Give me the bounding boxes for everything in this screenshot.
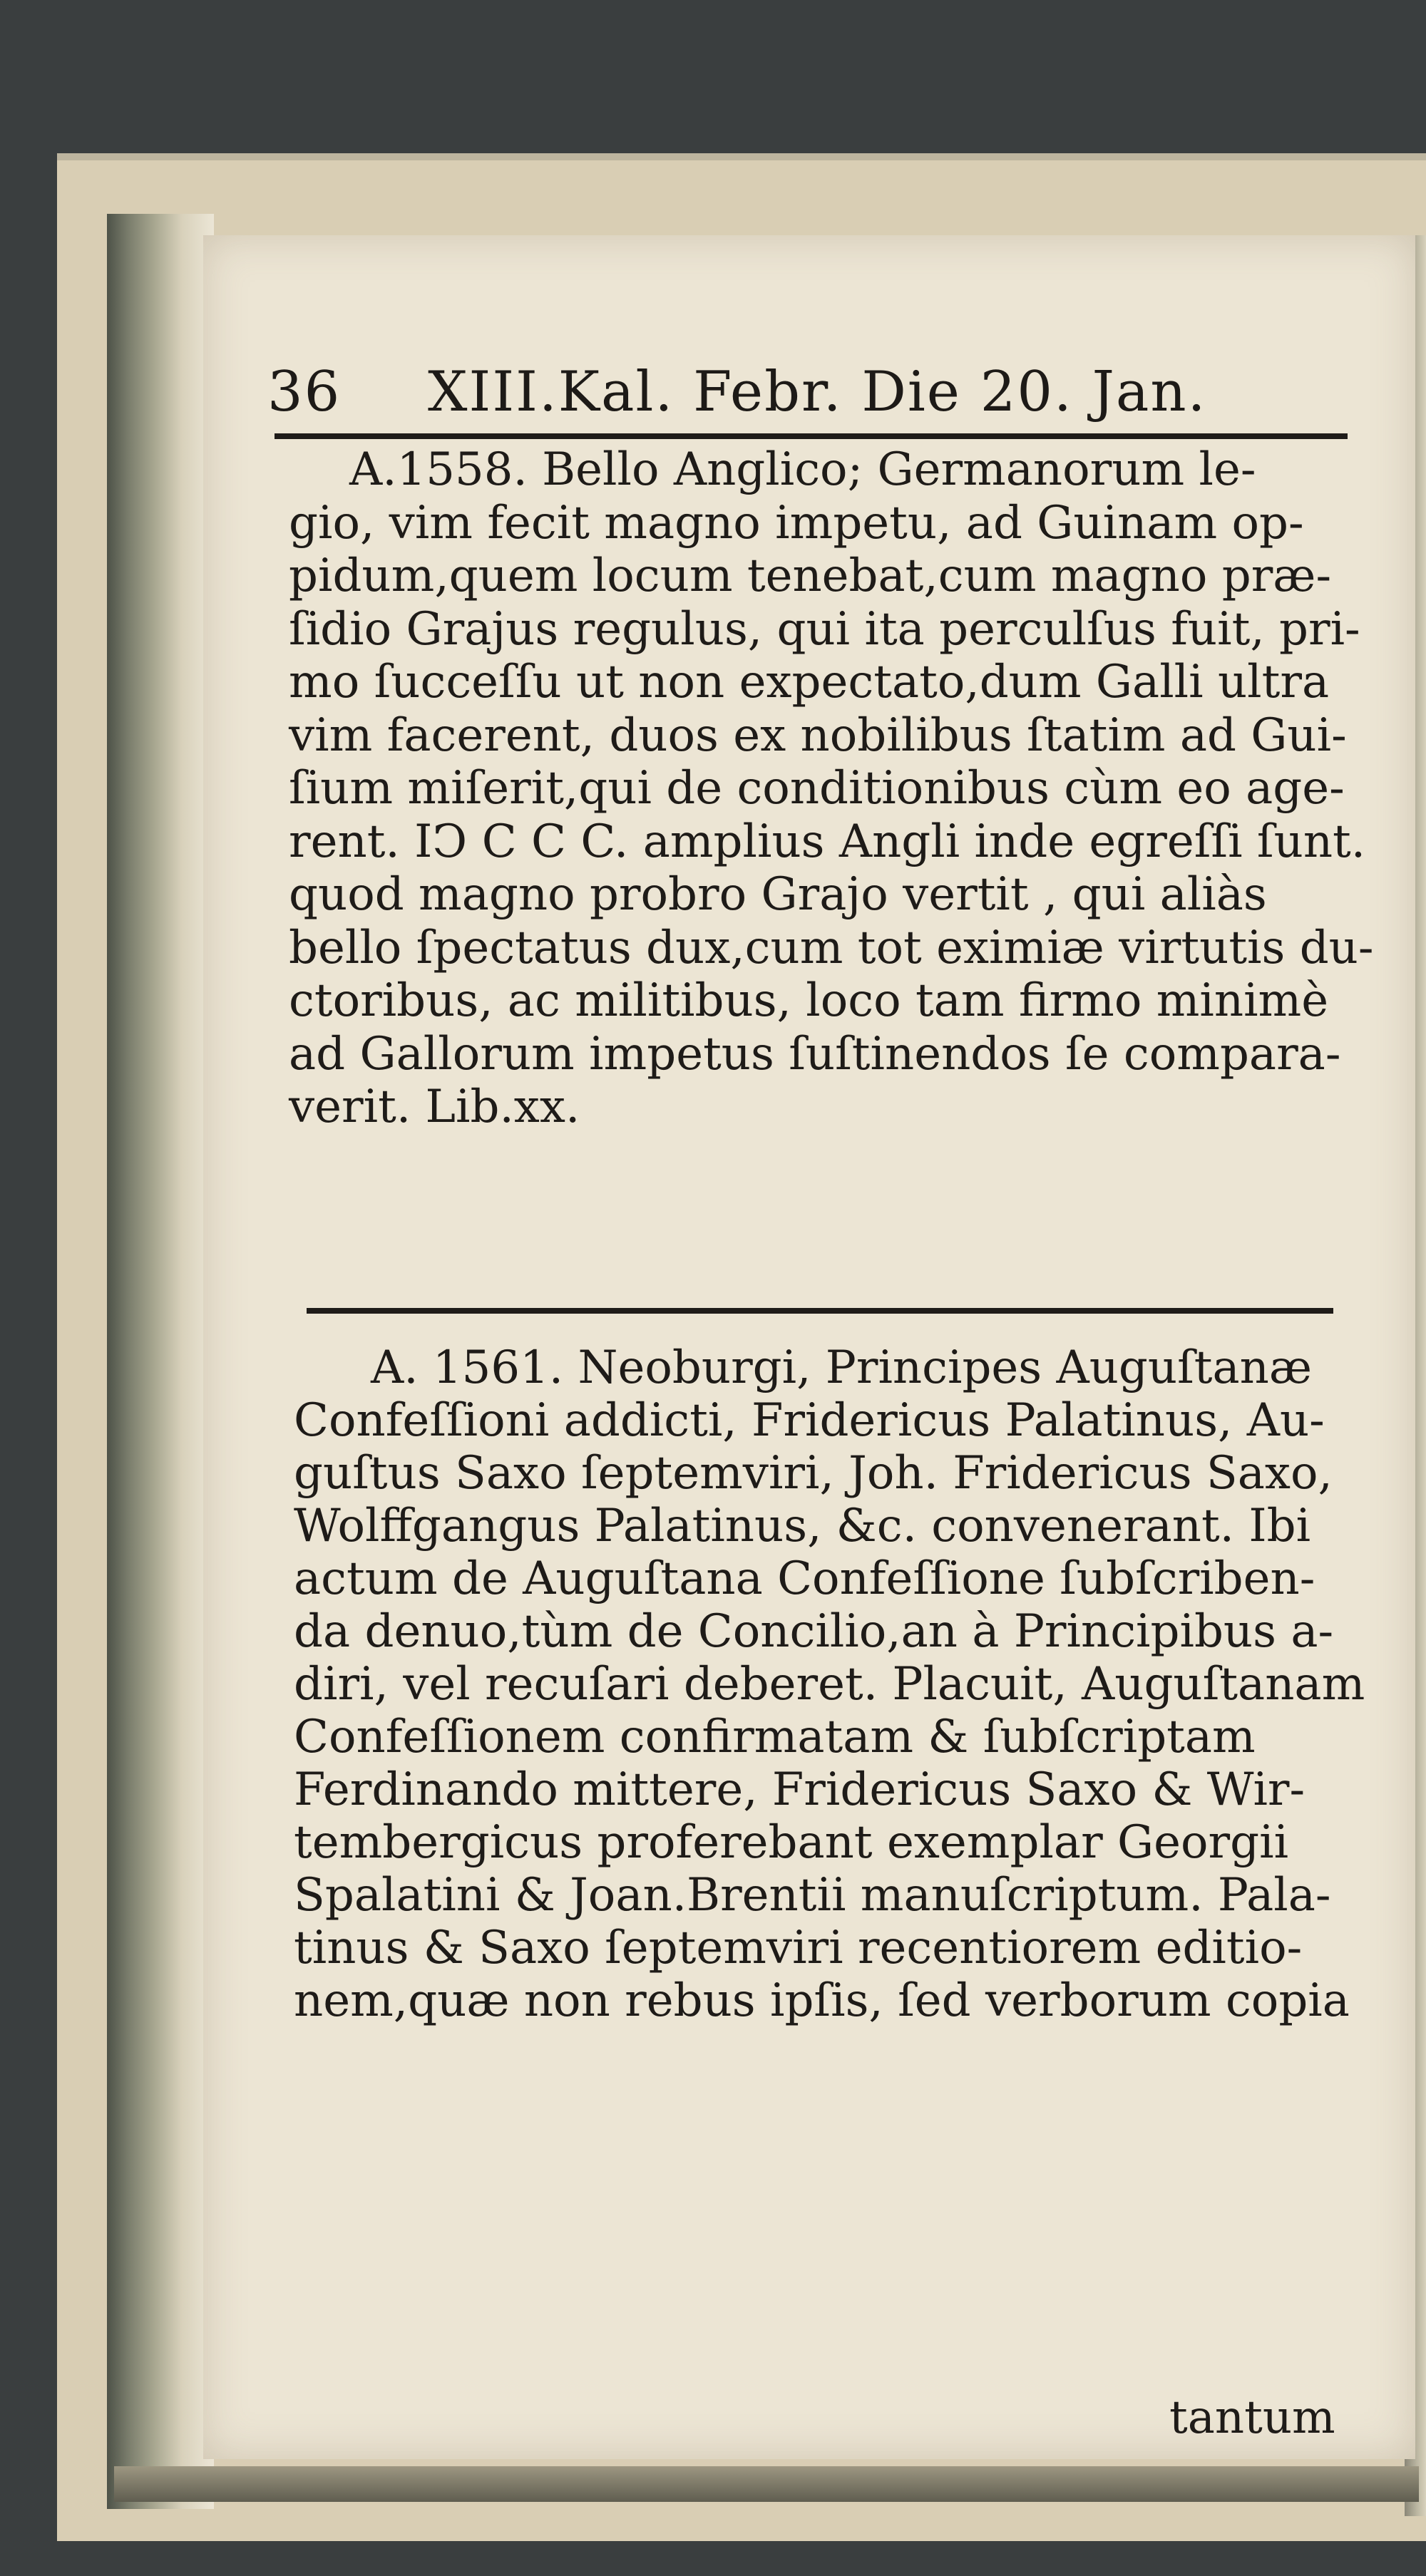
page-number: 36 bbox=[267, 360, 342, 424]
text-line: rent. IↃ C C C. amplius Angli inde egreſſi ſunt. bbox=[289, 815, 1366, 868]
entry-1561 bbox=[294, 1341, 1363, 2027]
section-rule bbox=[307, 1308, 1333, 1314]
text-line: tembergicus proferebant exemplar Georgii bbox=[294, 1816, 1289, 1869]
entry-1558 bbox=[289, 443, 1374, 1134]
running-header bbox=[267, 360, 1344, 431]
text-line: ſium miſerit,qui de conditionibus cùm eo age- bbox=[289, 762, 1345, 815]
text-line: bello ſpectatus dux,cum tot eximiæ virtutis du- bbox=[289, 921, 1374, 974]
text-line: ad Gallorum impetus ſuſtinendos ſe compara- bbox=[289, 1027, 1341, 1081]
text-line: ſidio Grajus regulus, qui ita perculſus fuit, pri- bbox=[289, 602, 1360, 656]
text-line: nem,quæ non rebus ipſis, ſed verborum copia bbox=[294, 1974, 1350, 2027]
text-line: Confeſſionem confirmatam & ſubſcriptam bbox=[294, 1711, 1256, 1763]
text-line: pidum,quem locum tenebat,cum magno præ- bbox=[289, 550, 1332, 602]
text-line: da denuo,tùm de Concilio,an à Principibus a- bbox=[294, 1605, 1334, 1658]
header-rule bbox=[275, 433, 1348, 439]
text-line: actum de Auguſtana Confeſſione ſubſcriben- bbox=[294, 1552, 1315, 1605]
text-line: verit. Lib.xx. bbox=[289, 1081, 580, 1133]
text-line: Confeſſioni addicti, Fridericus Palatinus, Au- bbox=[294, 1394, 1325, 1447]
running-title: XIII.Kal. Febr. Die 20. Jan. bbox=[428, 360, 1207, 424]
text-line: A. 1561. Neoburgi, Principes Auguſtanæ bbox=[371, 1341, 1313, 1394]
text-line: A.1558. Bello Anglico; Germanorum le- bbox=[349, 443, 1256, 496]
text-line: gio, vim fecit magno impetu, ad Guinam op- bbox=[289, 496, 1304, 550]
bottom-edge bbox=[114, 2466, 1419, 2502]
text-line: diri, vel recuſari deberet. Placuit, Auguſtanam bbox=[294, 1658, 1365, 1711]
text-line: mo ſucceſſu ut non expectato,dum Galli ultra bbox=[289, 656, 1330, 709]
text-line: vim facerent, duos ex nobilibus ſtatim ad Gui- bbox=[289, 709, 1347, 762]
text-line: Spalatini & Joan.Brentii manuſcriptum. Pala- bbox=[294, 1869, 1331, 1922]
text-line: tinus & Saxo ſeptemviri recentiorem editio- bbox=[294, 1922, 1303, 1974]
text-line: ctoribus, ac militibus, loco tam firmo minimè bbox=[289, 974, 1329, 1027]
text-line: guſtus Saxo ſeptemviri, Joh. Fridericus Saxo, bbox=[294, 1447, 1333, 1500]
text-line: Ferdinando mittere, Fridericus Saxo & Wir- bbox=[294, 1763, 1306, 1816]
text-line: Wolffgangus Palatinus, &c. convenerant. Ibi bbox=[294, 1500, 1311, 1552]
text-line: quod magno probro Grajo vertit , qui aliàs bbox=[289, 868, 1267, 921]
page-stack-left bbox=[107, 214, 214, 2509]
catchword: tantum bbox=[1169, 2391, 1335, 2444]
